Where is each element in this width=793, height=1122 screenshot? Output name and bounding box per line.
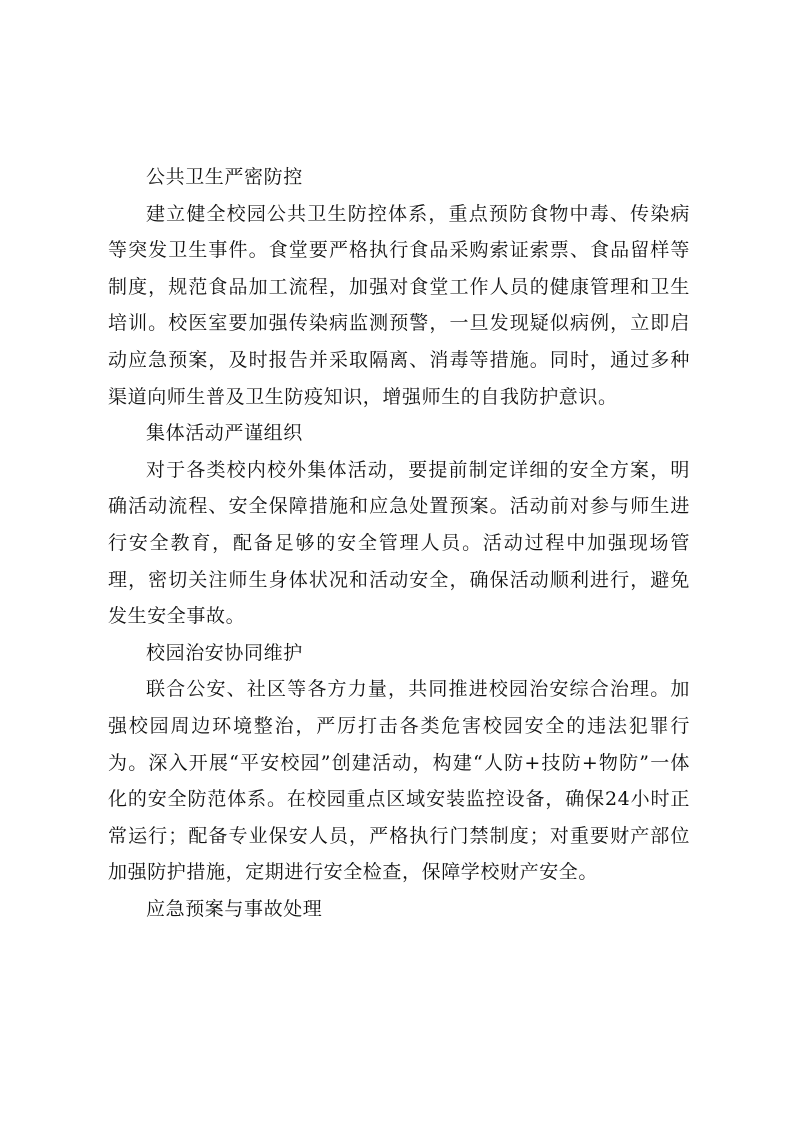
section-heading-public-health: 公共卫生严密防控 bbox=[146, 166, 303, 188]
section-heading-group-activities: 集体活动严谨组织 bbox=[146, 422, 303, 445]
section-paragraph-public-health: 建立健全校园公共卫生防控体系，重点预防食物中毒、传染病等突发卫生事件。食堂要严格执行食品采购索证索票、食品留样等制度，规范食品加工流程，加强对食堂工作人员的健康管理和卫生培训。校医室要加强传染病监测预警，一旦发现疑似病例，立即启动应急预案，及时报告并采取隔离、消毒等措施。同时，通过多种渠道向师生普及卫生防疫知识，增强师生的自我防护意识。 bbox=[108, 202, 690, 408]
document-body bbox=[108, 159, 690, 927]
section-heading-emergency-plan: 应急预案与事故处理 bbox=[146, 897, 323, 920]
section-paragraph-campus-security: 联合公安、社区等各方力量，共同推进校园治安综合治理。加强校园周边环境整治，严厉打击各类危害校园安全的违法犯罪行为。深入开展“平安校园”创建活动，构建“人防+技防+物防”一体化的安全防范体系。在校园重点区域安装监控设备，确保24小时正常运行；配备专业保安人员，严格执行门禁制度；对重要财产部位加强防护措施，定期进行安全检查，保障学校财产安全。 bbox=[108, 678, 690, 884]
section-heading-campus-security: 校园治安协同维护 bbox=[146, 641, 303, 664]
section-paragraph-group-activities: 对于各类校内校外集体活动，要提前制定详细的安全方案，明确活动流程、安全保障措施和应急处置预案。活动前对参与师生进行安全教育，配备足够的安全管理人员。活动过程中加强现场管理，密切关注师生身体状况和活动安全，确保活动顺利进行，避免发生安全事故。 bbox=[108, 458, 690, 628]
